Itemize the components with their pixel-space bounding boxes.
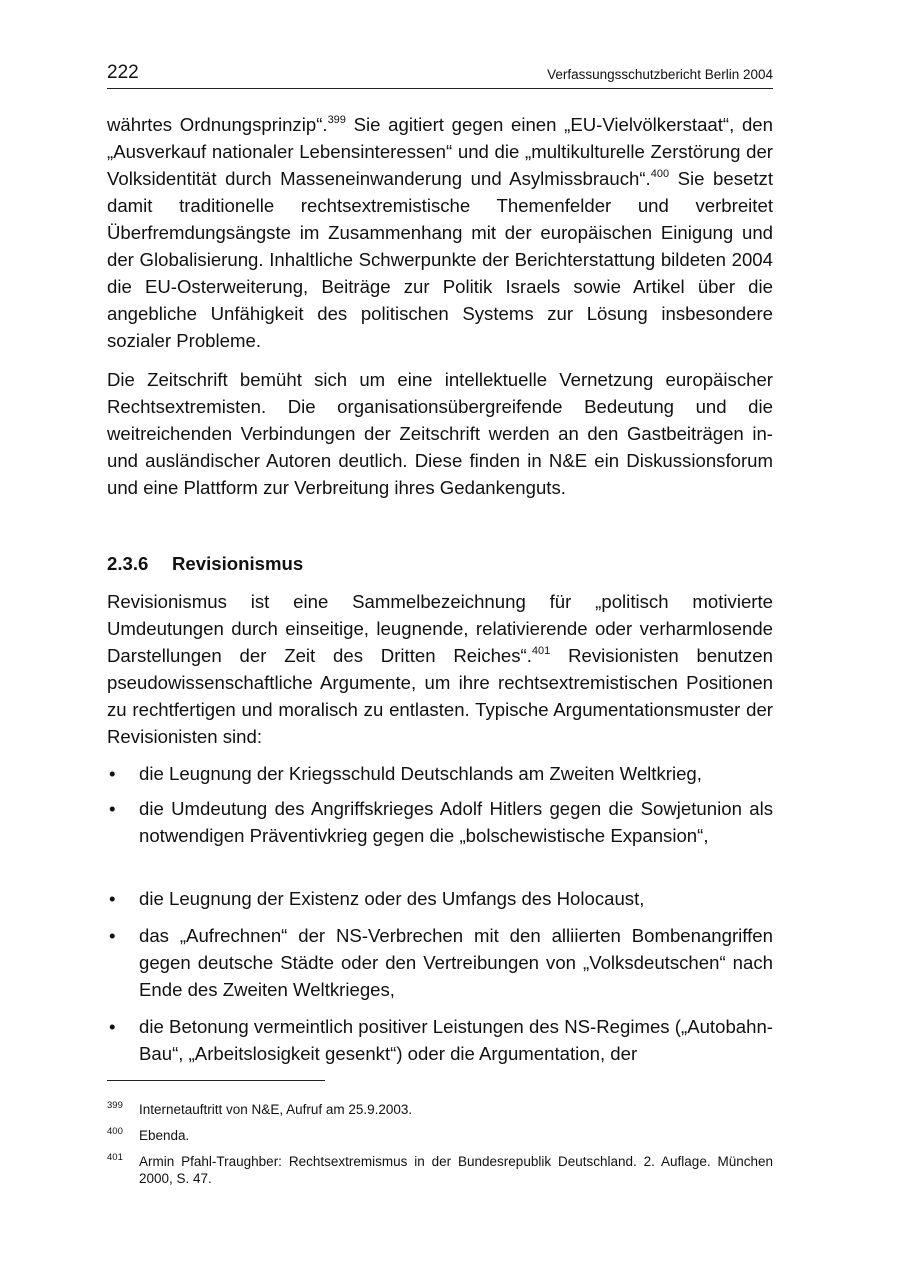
footnote-text: Armin Pfahl-Traughber: Rechtsextremismus in der Bundesrepublik Deutschland. 2. Auflage. München 2000, S. 47.	[139, 1154, 773, 1186]
section-heading	[107, 552, 303, 576]
paragraph-1	[107, 111, 773, 354]
bullet-icon: •	[109, 763, 116, 784]
list-item-text: das „Aufrechnen“ der NS-Verbrechen mit den alliierten Bombenangriffen gegen deutsche Städte oder den Vertreibungen von „Volksdeutschen“ nach Ende des Zweiten Weltkrieges,	[139, 925, 773, 1000]
paragraph-3	[107, 588, 773, 750]
section-title: Revisionismus	[172, 553, 304, 574]
bullet-icon: •	[109, 1016, 116, 1037]
running-title: Verfassungsschutzbericht Berlin 2004	[547, 67, 773, 82]
footnote-ref-399: 399	[327, 114, 346, 126]
footnote-number: 399	[107, 1100, 123, 1111]
footnote-text: Internetauftritt von N&E, Aufruf am 25.9.2003.	[139, 1102, 413, 1117]
paragraph-3-part-2: Revisionisten benutzen pseudowissenschaftliche Argumente, um ihre rechtsextremistischen Positionen zu rechtfertigen und moralisch zu entlasten. Typische Argumentationsmuster der Revisionisten sind:	[107, 645, 773, 747]
page-number: 222	[107, 62, 139, 83]
bullet-icon: •	[109, 798, 116, 819]
footnote-ref-400: 400	[650, 168, 670, 180]
list-item-text: die Betonung vermeintlich positiver Leistungen des NS-Regimes („Autobahn-Bau“, „Arbeitslosigkeit gesenkt“) oder die Argumentation, der	[139, 1016, 773, 1064]
paragraph-3-part-1: Revisionismus ist eine Sammelbezeichnung für „politisch motivierte Umdeutungen durch einseitige, leugnende, relativierende oder verharmlosende Darstellungen der Zeit des Dritten Reiches“.	[107, 591, 773, 666]
footnote-number: 401	[107, 1152, 123, 1163]
page-header	[107, 62, 773, 89]
paragraph-2-text: Die Zeitschrift bemüht sich um eine intellektuelle Vernetzung europäischer Rechtsextremisten. Die organisationsübergreifende Bedeutung und die weitreichenden Verbindungen der Zeitschrift werden an den Gastbeiträgen in- und ausländischer Autoren deutlich. Diese finden in N&E ein Diskussionsforum und eine Plattform zur Verbreitung ihres Gedankenguts.	[107, 369, 773, 498]
footnote-divider	[107, 1080, 325, 1081]
section-number: 2.3.6	[107, 553, 149, 574]
paragraph-1-part-2: Sie agitiert gegen einen „EU-Vielvölkerstaat“, den „Ausverkauf nationaler Lebensinteressen“ und die „multikulturelle Zerstörung der Volksidentität durch Masseneinwanderung und Asylmissbrauch“.	[107, 114, 773, 189]
list-item-text: die Leugnung der Kriegsschuld Deutschlands am Zweiten Weltkrieg,	[139, 763, 702, 784]
list-item-text: die Umdeutung des Angriffskrieges Adolf Hitlers gegen die Sowjetunion als notwendigen Präventivkrieg gegen die „bolschewistische Expansion“,	[139, 798, 773, 846]
paragraph-2	[107, 366, 773, 501]
footnote-ref-401: 401	[531, 645, 551, 657]
paragraph-1-part-3: Sie besetzt damit traditionelle rechtsextremistische Themenfelder und verbreitet Überfremdungsängste im Zusammenhang mit der europäischen Einigung und der Globalisierung. Inhaltliche Schwerpunkte der Berichterstattung bildeten 2004 die EU-Osterweiterung, Beiträge zur Politik Israels sowie Artikel über die angebliche Unfähigkeit des politischen Systems zur Lösung insbesondere sozialer Probleme.	[107, 168, 774, 351]
footnote-number: 400	[107, 1126, 123, 1137]
paragraph-1-part-1: währtes Ordnungsprinzip“.	[107, 114, 328, 135]
list-item-text: die Leugnung der Existenz oder des Umfangs des Holocaust,	[139, 888, 645, 909]
bullet-icon: •	[109, 925, 116, 946]
footnote-text: Ebenda.	[139, 1128, 190, 1143]
bullet-icon: •	[109, 888, 116, 909]
